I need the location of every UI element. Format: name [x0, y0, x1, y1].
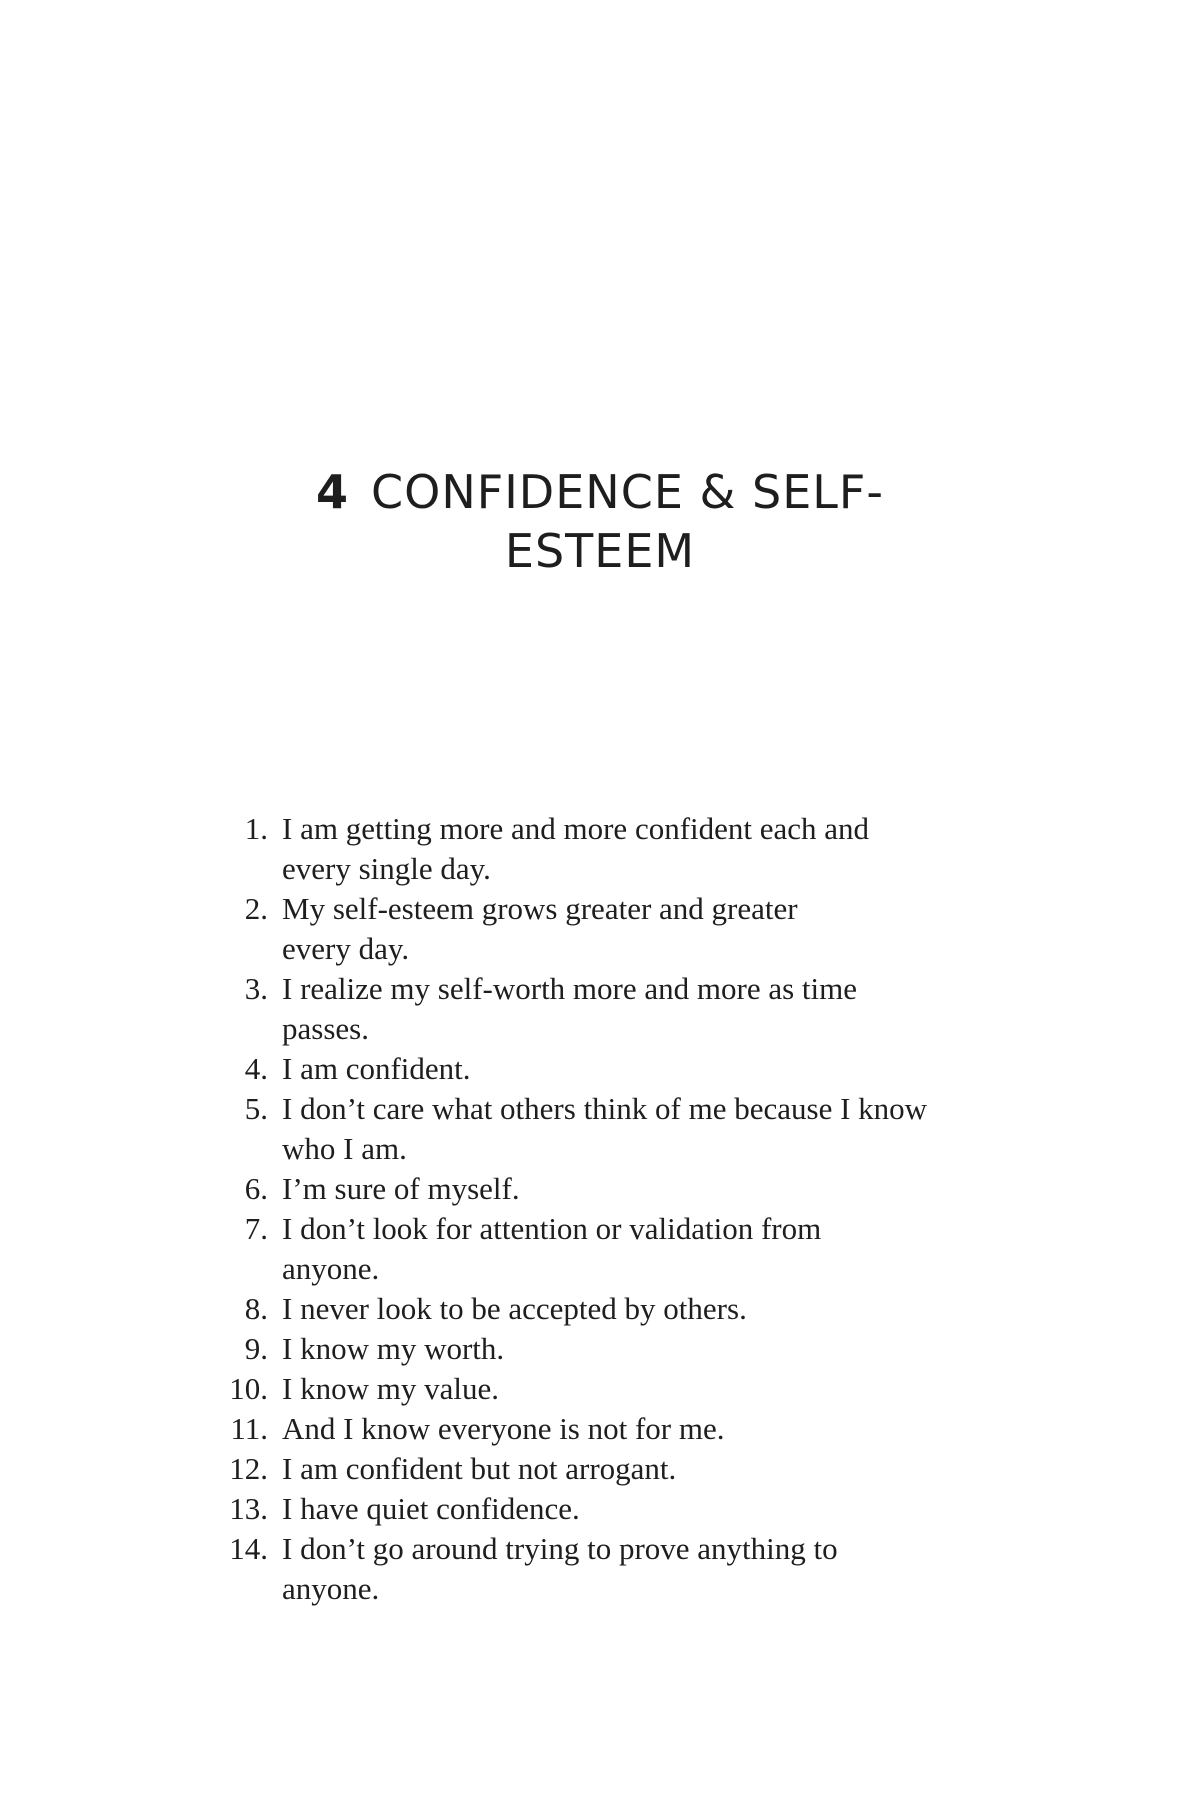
- list-item-text-line: who I am.: [282, 1131, 407, 1166]
- list-item-number: 12.: [229, 1451, 268, 1486]
- list-item: [214, 889, 1014, 969]
- affirmation-list: [214, 809, 1014, 1609]
- list-item-text: [268, 1489, 1014, 1529]
- list-item-text-line: I am confident but not arrogant.: [282, 1451, 677, 1486]
- list-item-text-line: I don’t go around trying to prove anything to: [282, 1531, 838, 1566]
- list-item-text-line: passes.: [282, 1011, 369, 1046]
- list-item-number: 1.: [244, 811, 268, 846]
- list-item-text: [268, 889, 1014, 969]
- list-item-text: [268, 1209, 1014, 1289]
- list-item-text-line: anyone.: [282, 1571, 380, 1606]
- list-item-number: 9.: [244, 1331, 268, 1366]
- list-item-text-line: anyone.: [282, 1251, 380, 1286]
- chapter-title-part-1: CONFIDENCE & SELF-: [371, 464, 884, 519]
- list-item-number: 3.: [244, 971, 268, 1006]
- list-item-number: 6.: [244, 1171, 268, 1206]
- list-item: [214, 809, 1014, 889]
- list-item-text: [268, 809, 1014, 889]
- list-item-text-line: I have quiet confidence.: [282, 1491, 580, 1526]
- list-item: [214, 1329, 1014, 1369]
- list-item-text-line: And I know everyone is not for me.: [282, 1411, 725, 1446]
- list-item-text: [268, 1449, 1014, 1489]
- list-item-text-line: every day.: [282, 931, 410, 966]
- chapter-title-part-2: ESTEEM: [504, 523, 696, 578]
- list-item-number: 8.: [244, 1291, 268, 1326]
- list-item: [214, 1289, 1014, 1329]
- list-item-text: [268, 1089, 1014, 1169]
- list-item-text-line: I am confident.: [282, 1051, 471, 1086]
- list-item-text-line: I realize my self-worth more and more as time: [282, 971, 857, 1006]
- chapter-number: 4: [316, 464, 350, 519]
- list-item-number: 7.: [244, 1211, 268, 1246]
- list-item-text-line: I’m sure of myself.: [282, 1171, 520, 1206]
- list-item-text: [268, 969, 1014, 1049]
- list-item-text-line: I am getting more and more confident each and: [282, 811, 870, 846]
- list-item-text: [268, 1169, 1014, 1209]
- list-item-number: 14.: [229, 1531, 268, 1566]
- list-item: [214, 1049, 1014, 1089]
- list-item: [214, 1489, 1014, 1529]
- list-item: [214, 1449, 1014, 1489]
- list-item-text: [268, 1329, 1014, 1369]
- list-item-text-line: I don’t care what others think of me because I know: [282, 1091, 928, 1126]
- chapter-heading: [0, 463, 1200, 581]
- list-item-text: [268, 1409, 1014, 1449]
- list-item-number: 4.: [244, 1051, 268, 1086]
- list-item: [214, 1209, 1014, 1289]
- list-item-text: [268, 1369, 1014, 1409]
- list-item-number: 11.: [230, 1411, 268, 1446]
- list-item-number: 2.: [244, 891, 268, 926]
- list-item-text-line: I know my worth.: [282, 1331, 505, 1366]
- list-item: [214, 1169, 1014, 1209]
- list-item: [214, 1409, 1014, 1449]
- list-item-text-line: My self-esteem grows greater and greater: [282, 891, 798, 926]
- list-item: [214, 969, 1014, 1049]
- list-item-text-line: I never look to be accepted by others.: [282, 1291, 747, 1326]
- list-item: [214, 1369, 1014, 1409]
- list-item: [214, 1529, 1014, 1609]
- list-item: [214, 1089, 1014, 1169]
- list-item-text-line: I don’t look for attention or validation from: [282, 1211, 822, 1246]
- list-item-number: 13.: [229, 1491, 268, 1526]
- list-item-text: [268, 1289, 1014, 1329]
- list-item-number: 5.: [244, 1091, 268, 1126]
- list-item-number: 10.: [229, 1371, 268, 1406]
- list-item-text-line: I know my value.: [282, 1371, 499, 1406]
- chapter-heading-line-1: [0, 463, 1200, 522]
- list-item-text-line: every single day.: [282, 851, 491, 886]
- list-item-text: [268, 1049, 1014, 1089]
- list-item-text: [268, 1529, 1014, 1609]
